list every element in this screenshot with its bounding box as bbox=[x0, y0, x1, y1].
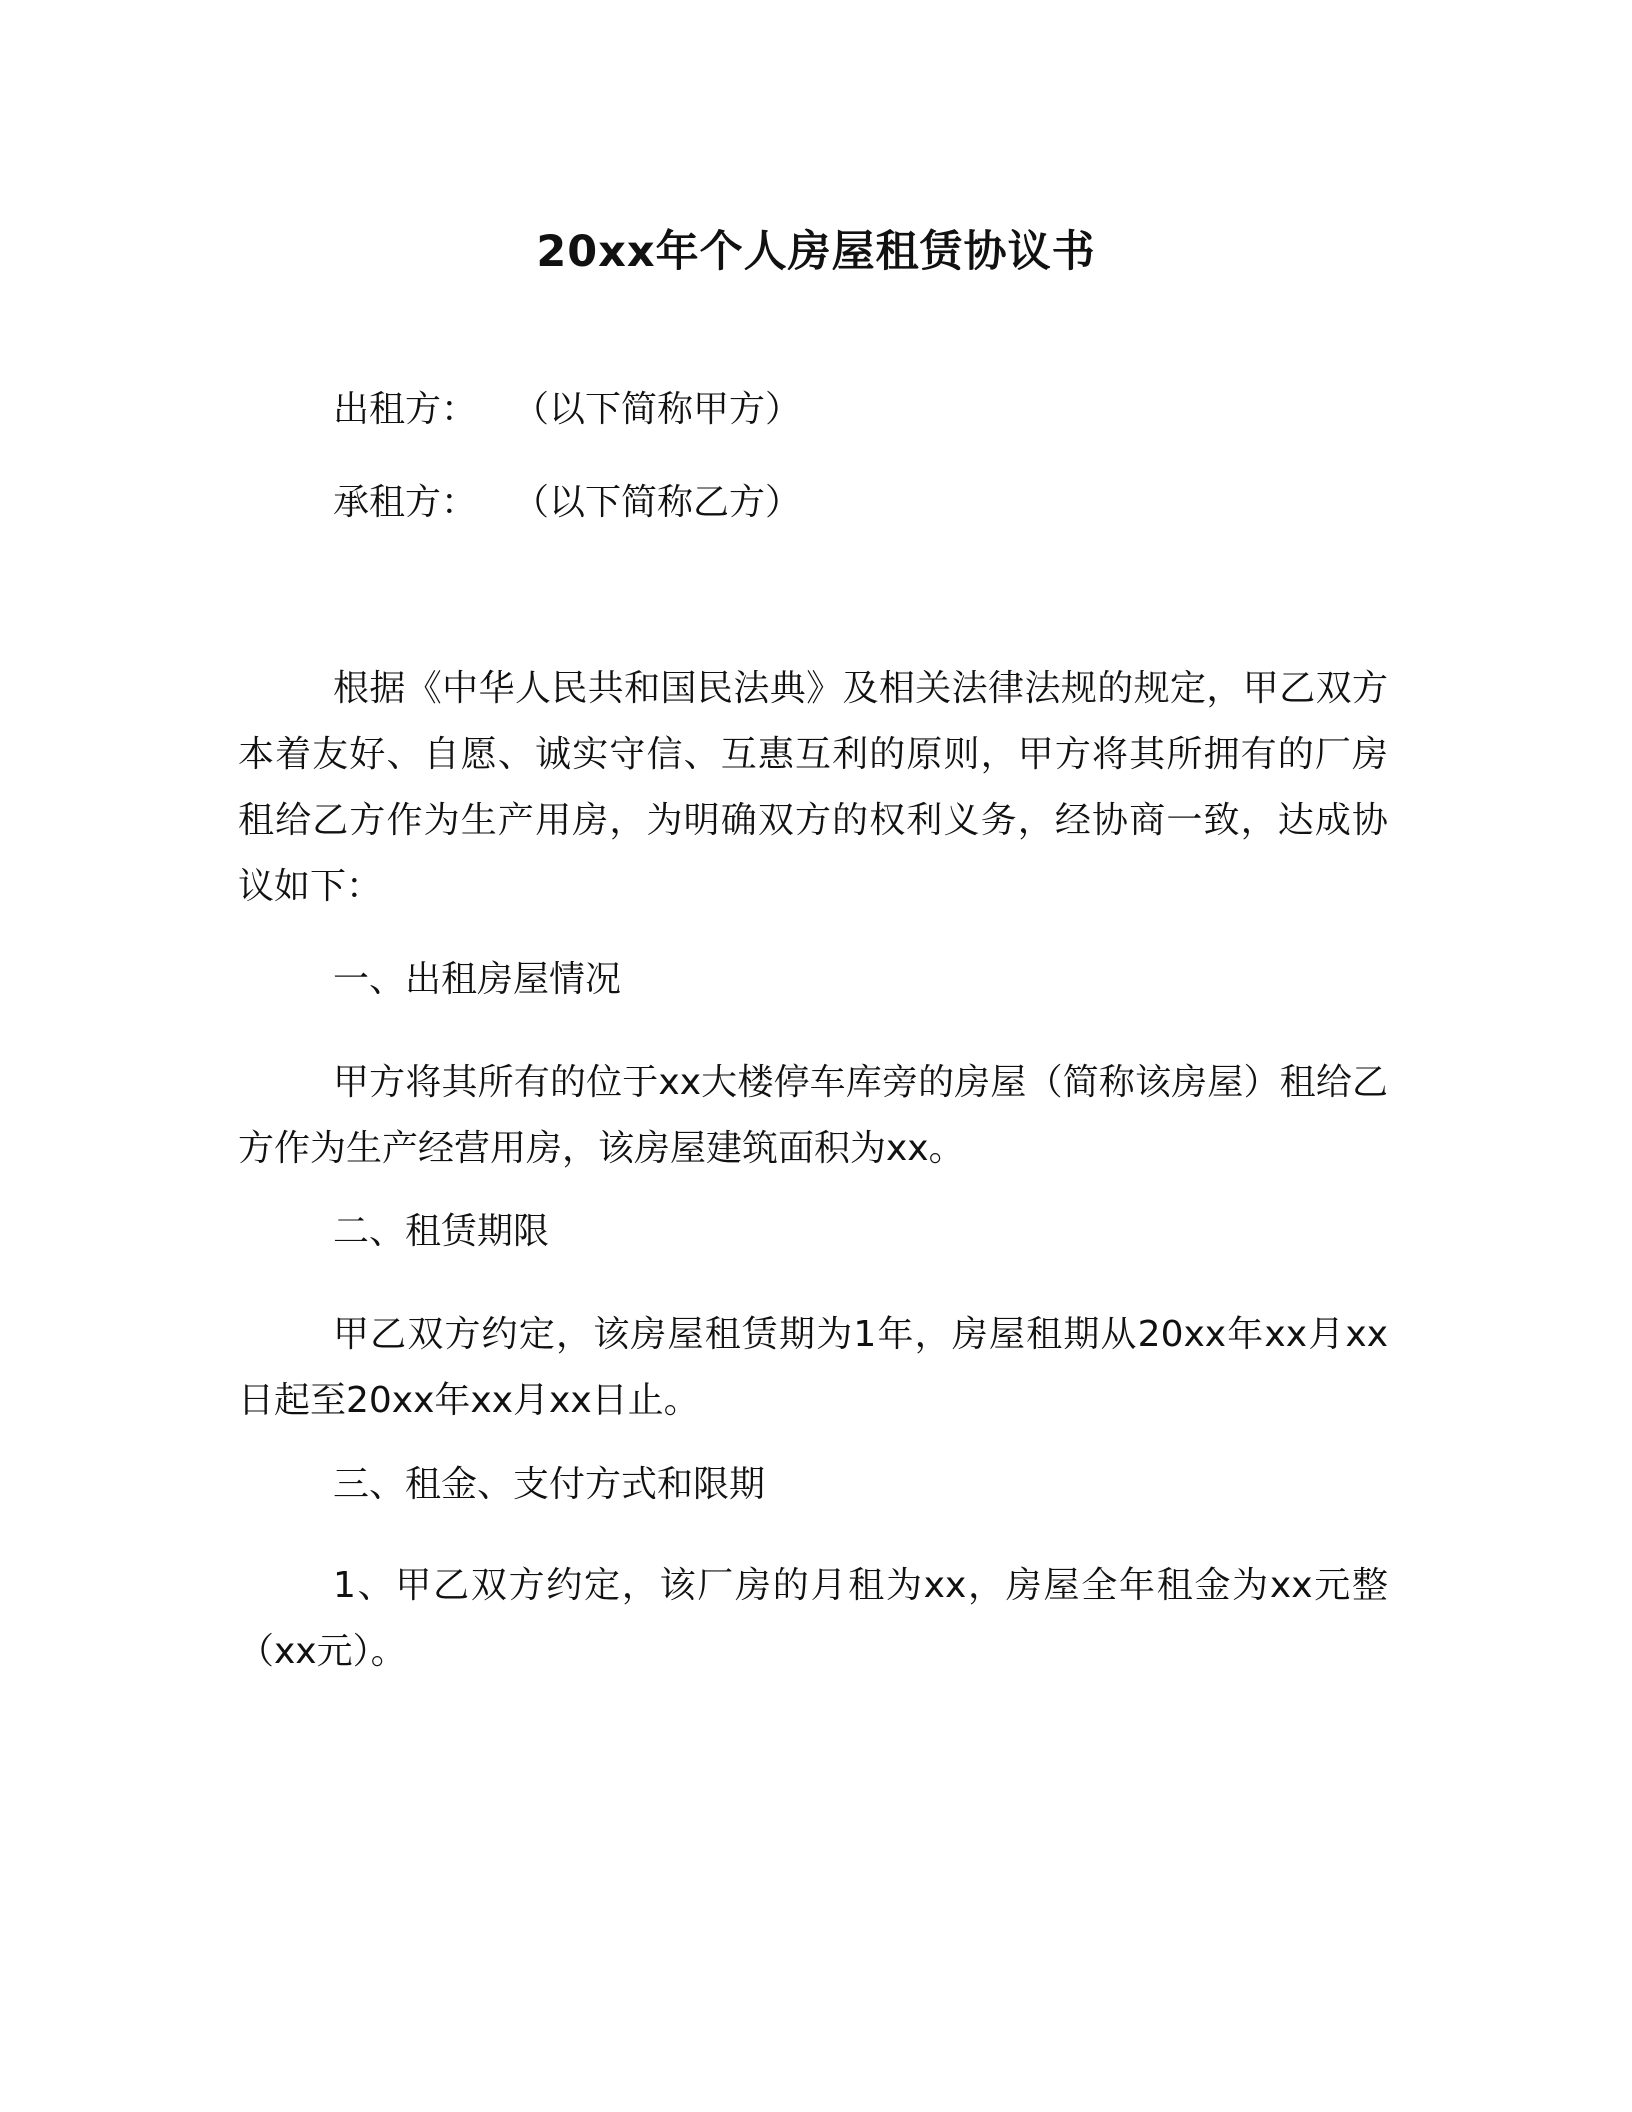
lessor-label: 出租方： bbox=[333, 389, 478, 430]
lessor-line bbox=[333, 384, 801, 436]
section-1-heading: 一、出租房屋情况 bbox=[333, 959, 622, 1000]
section-1-paragraph: 甲方将其所有的位于xx大楼停车库旁的房屋（简称该房屋）租给乙方作为生产经营用房，该房屋建筑面积为xx。 bbox=[238, 1062, 1388, 1169]
lessor-note: （以下简称甲方） bbox=[513, 389, 802, 430]
intro-paragraph: 根据《中华人民共和国民法典》及相关法律法规的规定，甲乙双方本着友好、自愿、诚实守信、互惠互利的原则，甲方将其所拥有的厂房租给乙方作为生产用房，为明确双方的权利义务，经协商一致，达成协议如下： bbox=[238, 668, 1388, 907]
section-3-heading: 三、租金、支付方式和限期 bbox=[333, 1464, 766, 1505]
lessee-line bbox=[333, 477, 801, 529]
document-title: 20xx年个人房屋租赁协议书 bbox=[536, 227, 1096, 277]
lessee-label: 承租方： bbox=[333, 482, 478, 523]
section-2-heading: 二、租赁期限 bbox=[333, 1211, 550, 1252]
section-2-paragraph: 甲乙双方约定，该房屋租赁期为1年，房屋租期从20xx年xx月xx日起至20xx年xx月xx日止。 bbox=[238, 1314, 1388, 1421]
lessee-note: （以下简称乙方） bbox=[513, 482, 802, 523]
section-3-item-1: 1、甲乙双方约定，该厂房的月租为xx，房屋全年租金为xx元整（xx元）。 bbox=[238, 1565, 1388, 1672]
